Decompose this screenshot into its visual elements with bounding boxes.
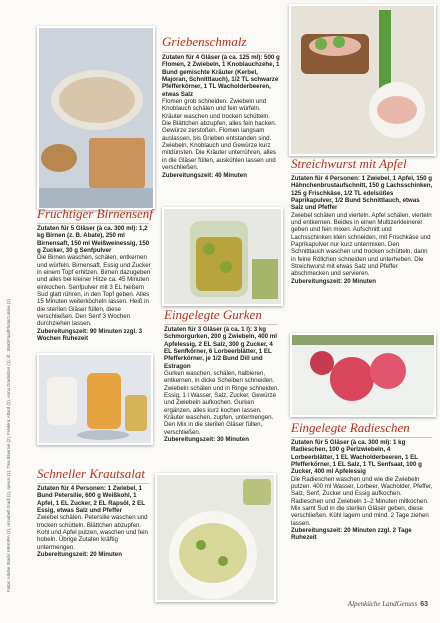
page-number: 63 bbox=[420, 601, 428, 608]
method-streichwurst: Zwiebel schälen und vierteln. Apfel schälen, vierteln und entkernen. Beides in einen Multizerkleinerer geben und fein mixen. Aufschnitt und Lachsschinken klein schneiden, mit Frischkäse und Paprikapulver nur kurz untermixen. Den Schnittlauch waschen und trocken schütteln, dann in feine Röllchen schneiden und unterheben. Die Streichwurst mit etwas Salz und Pfeffer abschmecken und servieren. bbox=[291, 211, 432, 278]
title-gurken: Eingelegte Gurken bbox=[164, 307, 262, 322]
recipe-birnensenf bbox=[37, 225, 151, 343]
ingredients-streichwurst: Zutaten für 4 Personen: 1 Zwiebel, 1 Apfel, 150 g Hähnchenbrustaufschnitt, 150 g Lachsschinken, 125 g Frischkäse, 1/2 TL edelsüßes Paprikapulver, 1/2 Bund Schnittlauch, etwas Salz und Pfeffer bbox=[291, 175, 433, 212]
photo-radieschen bbox=[290, 333, 436, 417]
ingredients-birnensenf: Zutaten für 5 Gläser (à ca. 300 ml): 1,2 kg Birnen (z. B. Abate), 250 ml Birnensaft, 150 ml Weißweinessig, 150 g Zucker, 30 g Senfpulver bbox=[37, 225, 150, 255]
method-radieschen: Die Radieschen waschen und wie die Zwiebeln putzen. 400 ml Wasser, Lorbeer, Wacholder, Pfeffer, Salz, Senf, Zucker und Essig aufkochen. Radieschen und Zwiebeln 1–2 Minuten mitkochen. Mix samt Sud in die sterilen Gläser geben, diese verschließen. Kühl lagern und mind. 2 Tage ziehen lassen. bbox=[291, 475, 433, 527]
recipe-griebenschmalz bbox=[162, 54, 280, 179]
page-footer bbox=[348, 600, 428, 608]
time-streichwurst: Zubereitungszeit: 20 Minuten bbox=[291, 277, 376, 285]
recipe-krautsalat bbox=[37, 485, 151, 558]
title-krautsalat: Schneller Krautsalat bbox=[37, 466, 145, 481]
time-birnensenf: Zubereitungszeit: 90 Minuten zzgl. 3 Wochen Ruhezeit bbox=[37, 327, 143, 343]
time-gurken: Zubereitungszeit: 30 Minuten bbox=[164, 436, 249, 444]
recipe-radieschen bbox=[291, 439, 433, 542]
time-griebenschmalz: Zubereitungszeit: 40 Minuten bbox=[162, 171, 247, 179]
time-radieschen: Zubereitungszeit: 20 Minuten zzgl. 2 Tage Ruhezeit bbox=[291, 527, 412, 542]
time-krautsalat: Zubereitungszeit: 20 Minuten bbox=[37, 551, 122, 559]
method-griebenschmalz: Flomen grob schneiden. Zwiebeln und Knoblauch schälen und fein würfeln. Kräuter waschen und trocken schütteln. Die Blättchen abzupfen, alles fein hacken. Gewürze zerstoßen. Flomen langsam auslassen, bis Grieben entstanden sind. Zwiebeln, Knoblauch und Gewürze kurz mitdünsten. Die Kräuter unterrühren, alles in die Gläser füllen, auskühlen lassen und verschließen. bbox=[162, 98, 277, 172]
ingredients-radieschen: Zutaten für 5 Gläser (à ca. 300 ml): 1 kg Radieschen, 100 g Perlzwiebeln, 4 Lorbeerblätter, 1 EL Wacholderbeeren, 1 EL Pfefferkörner, 1 EL Salz, 1 TL Senfsaat, 100 g Zucker, 400 ml Apfelessig bbox=[291, 439, 422, 476]
title-streichwurst: Streichwurst mit Apfel bbox=[291, 156, 407, 171]
method-krautsalat: Zwiebel schälen. Petersilie waschen und trocken schütteln. Blättchen abzupfen. Kohl und Apfel putzen, waschen und fein hobeln. Übrige Zutaten kräftig untermengen. bbox=[37, 514, 148, 551]
divider bbox=[291, 173, 432, 174]
ingredients-gurken: Zutaten für 3 Gläser (à ca. 1 l): 3 kg Schmorgurken, 200 g Zwiebeln, 400 ml Apfelessig, 2 EL Salz, 300 g Zucker, 4 EL Senfkörner, 6 Lorbeerblätter, 1 EL Pfefferkörner, je 1/2 Bund Dill und Estragon bbox=[164, 326, 277, 370]
photo-credit-text: Fotos: Adobe Stock/ HIKKIRA (1), Annabell Gradl (1), sjesus (1), Tina Bluemel (2), Frédéric Attard (2), Anna Grodnitzer (1); ill.: StockFoodPhotoCuisine (1) bbox=[6, 298, 11, 592]
title-birnensenf: Fruchtiger Birnensenf bbox=[37, 206, 153, 221]
photo-gurken bbox=[162, 207, 283, 306]
method-birnensenf: Die Birnen waschen, schälen, entkernen und würfeln. Birnensaft, Essig und Zucker in einem Topf erhitzen. Birnen dazugeben und alles bei kleiner Hitze ca. 45 Minuten einkochen. Senfpulver mit 3 EL heißem Sud glatt rühren, in den Topf geben. Alles 15 Minuten weiterköcheln lassen. Heiß in die sterilen Gläser füllen, diese verschließen. Den Senf 3 Wochen durchziehen lassen. bbox=[37, 254, 151, 328]
magazine-name: Alpenküche LandGenuss bbox=[347, 600, 418, 608]
photo-griebenschmalz bbox=[37, 26, 155, 210]
ingredients-griebenschmalz: Zutaten für 4 Gläser (à ca. 125 ml): 500 g Flomen, 2 Zwiebeln, 1 Knoblauchzehe, 1 Bund gemischte Kräuter (Kerbel, Majoran, Schnittlauch), 1/2 TL schwarze Pfefferkörner, 1 TL Wacholderbeeren, etwas Salz bbox=[162, 54, 280, 98]
photo-streichwurst bbox=[289, 4, 436, 156]
divider bbox=[37, 223, 149, 224]
recipe-streichwurst bbox=[291, 175, 433, 285]
divider bbox=[162, 52, 278, 53]
recipe-gurken bbox=[164, 326, 280, 444]
divider bbox=[164, 324, 278, 325]
title-radieschen: Eingelegte Radieschen bbox=[291, 420, 410, 435]
photo-birnensenf bbox=[37, 353, 153, 445]
photo-credit bbox=[6, 222, 14, 592]
title-griebenschmalz: Griebenschmalz bbox=[162, 34, 247, 49]
divider bbox=[291, 437, 432, 438]
method-gurken: Gurken waschen, schälen, halbieren, entkernen, in dicke Scheiben schneiden. Zwiebeln schälen und in Ringe schneiden. Essig, 1 l Wasser, Salz, Zucker, Gewürze und Zwiebeln aufkochen. Gurken ergänzen, alles kurz kochen lassen. Kräuter waschen, zupfen, untermengen. Den Mix in die sterilen Gläser füllen, verschließen. bbox=[164, 370, 280, 436]
photo-krautsalat bbox=[155, 473, 276, 602]
divider bbox=[37, 483, 149, 484]
ingredients-krautsalat: Zutaten für 4 Personen: 1 Zwiebel, 1 Bund Petersilie, 600 g Weißkohl, 1 Apfel, 1 EL Zucker, 2 EL Rapsöl, 2 EL Essig, etwas Salz und Pfeffer bbox=[37, 485, 145, 515]
